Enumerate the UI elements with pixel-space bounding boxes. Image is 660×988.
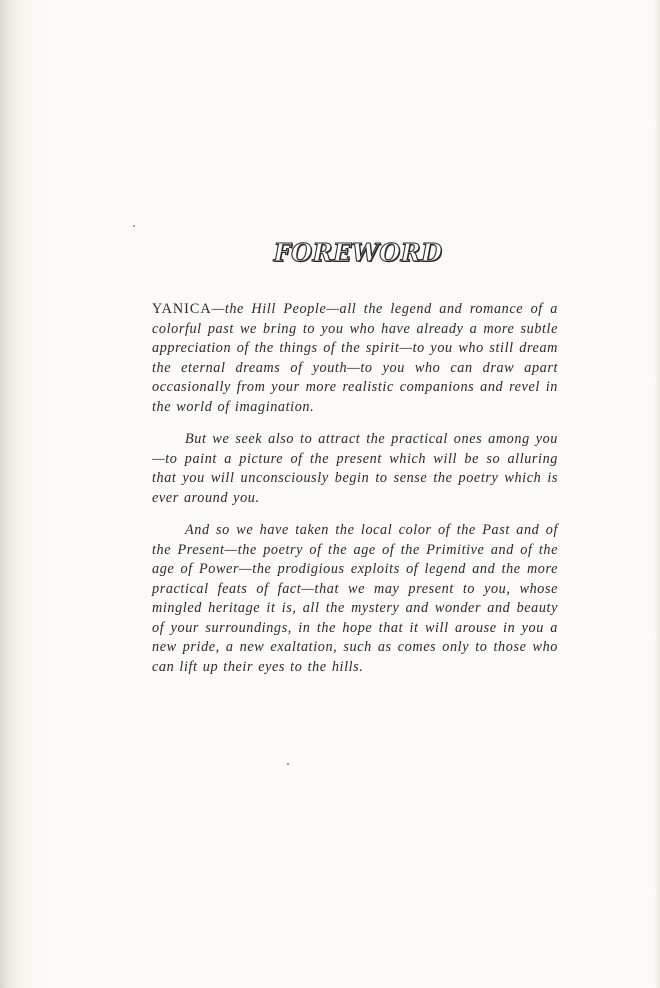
paragraph-1-lead: YANICA xyxy=(152,301,212,317)
paragraph-1-text: —the Hill People—all the legend and romance of a colorful past we bring to you who have already a more subtle appreciation of the things of the spirit—to you who still dream the eternal dreams of youth—to you who can draw apart occasionally from your more realistic companions and revel in the world of imagination. xyxy=(152,301,558,415)
foreword-body xyxy=(152,300,558,690)
paper-speck xyxy=(287,763,289,765)
page-title: FOREWORD xyxy=(273,238,443,267)
paragraph-3: And so we have taken the local color of the Past and of the Present—the poetry of the age of the Primitive and of the age of Power—the prodigious exploits of legend and the more practical feats of fact—that we may present to you, whose mingled heritage it is, all the mystery and wonder and beauty of your surroundings, in the hope that it will arouse in you a new pride, a new exaltation, such as comes only to those who can lift up their eyes to the hills. xyxy=(152,522,558,675)
paper-speck xyxy=(133,225,135,227)
paragraph-2: But we seek also to attract the practical ones among you—to paint a picture of the present which will be so alluring that you will unconsciously begin to sense the poetry which is ever around you. xyxy=(152,431,558,506)
paragraph-1 xyxy=(152,300,558,417)
